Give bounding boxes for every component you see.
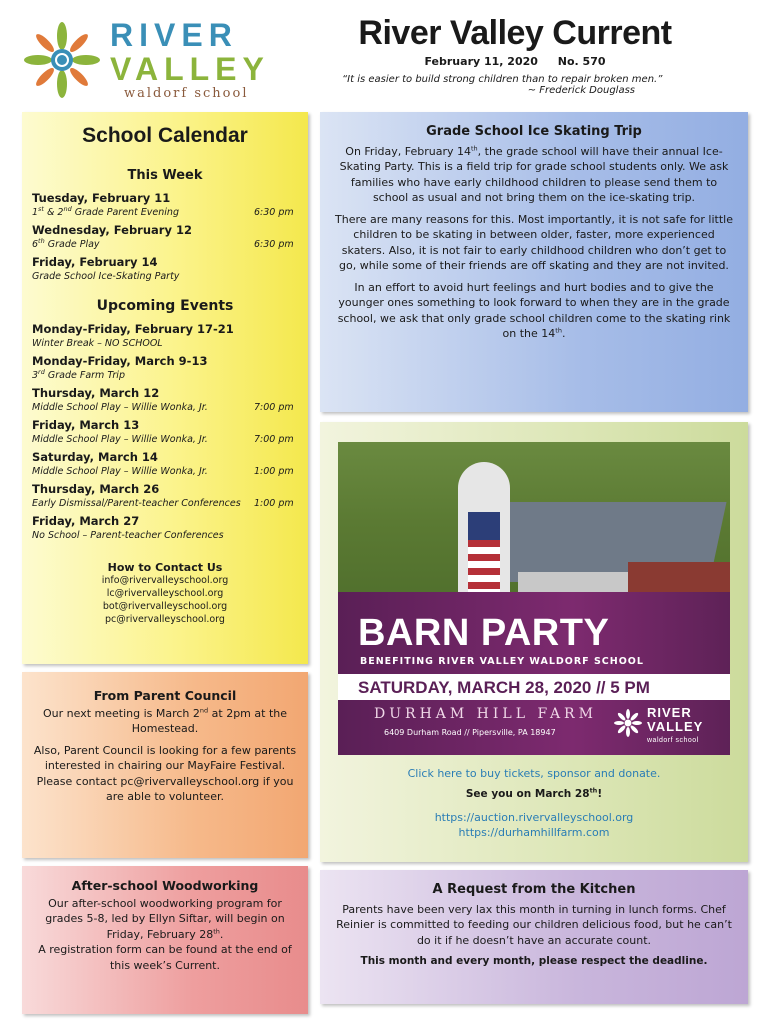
flyer-school-logo (613, 705, 723, 744)
buy-tickets-link[interactable]: Click here to buy tickets, sponsor and donate. (407, 767, 661, 780)
flyer-benefit: BENEFITING RIVER VALLEY WALDORF SCHOOL (360, 656, 644, 667)
logo-school-text: waldorf school (124, 86, 249, 101)
upcoming-event (32, 418, 298, 445)
event-time (254, 370, 298, 381)
kitchen-paragraph-1: Parents have been very lax this month in turning in lunch forms. Chef Reinier is committed to feeding our children delicious food, but he can’t do it if he doesn’t have an accurate count. (336, 902, 732, 947)
calendar-title: School Calendar (82, 124, 248, 147)
flyer-address: 6409 Durham Road // Pipersville, PA 18947 (384, 728, 556, 737)
upcoming-event (32, 450, 298, 477)
kitchen-title: A Request from the Kitchen (432, 882, 636, 897)
event-description: 6th Grade Play (32, 236, 100, 250)
flyer-logo-school: waldorf school (647, 737, 699, 744)
ice-skating-panel (320, 112, 748, 412)
event-date: Thursday, March 12 (32, 386, 160, 400)
event-time: 6:30 pm (254, 207, 294, 218)
parent-council-paragraph-1: Our next meeting is March 2nd at 2pm at the Homestead. (43, 705, 287, 735)
parent-council-title: From Parent Council (93, 688, 237, 703)
upcoming-events-heading: Upcoming Events (96, 298, 234, 314)
event-time (254, 271, 298, 282)
event-description: Middle School Play – Willie Wonka, Jr. (32, 402, 208, 413)
skating-paragraph-3: In an effort to avoid hurt feelings and hurt bodies and to give the younger ones something to look forward to when they are in the grade school, we ask that only grade school children come to the skating rink on the 14th. (337, 280, 731, 340)
this-week-list (32, 191, 298, 282)
flower-logo-icon (22, 20, 102, 100)
upcoming-event (32, 322, 298, 349)
woodworking-title: After-school Woodworking (71, 878, 259, 893)
event-date: Thursday, March 26 (32, 482, 160, 496)
event-detail-row (32, 530, 298, 541)
woodworking-panel (22, 866, 308, 1014)
event-detail-row (32, 498, 298, 509)
issue-number: No. 570 (557, 55, 606, 68)
barn-party-panel (320, 422, 748, 862)
upcoming-events-list (32, 322, 298, 541)
see-you-text: See you on March 28th! (465, 786, 603, 800)
parent-council-paragraph-2: Also, Parent Council is looking for a few parents interested in chairing our MayFaire Festival. Please contact pc@rivervalleyschool.org if you are able to volunteer. (33, 743, 297, 803)
issue-line (330, 55, 700, 68)
event-description: Middle School Play – Willie Wonka, Jr. (32, 434, 208, 445)
upcoming-event (32, 514, 298, 541)
event-description: Middle School Play – Willie Wonka, Jr. (32, 466, 208, 477)
event-detail-row (32, 338, 298, 349)
farm-url-link[interactable]: https://durhamhillfarm.com (458, 826, 610, 839)
logo-valley-text: VALLEY (110, 51, 270, 87)
event-description: Early Dismissal/Parent-teacher Conferences (32, 498, 241, 509)
masthead (330, 14, 700, 96)
contact-email[interactable]: lc@rivervalleyschool.org (106, 588, 224, 599)
event-date: Wednesday, February 12 (32, 223, 192, 237)
parent-council-panel (22, 672, 308, 858)
newsletter-title: River Valley Current (358, 14, 672, 52)
school-calendar-panel (22, 112, 308, 664)
event-detail-row (32, 466, 298, 477)
event-date: Monday-Friday, February 17-21 (32, 322, 234, 336)
event-detail-row (32, 434, 298, 445)
kitchen-request-panel (320, 870, 748, 1004)
flower-logo-icon (613, 708, 643, 738)
event-date: Friday, February 14 (32, 255, 158, 269)
upcoming-event (32, 354, 298, 381)
event-time: 1:00 pm (254, 466, 294, 477)
event-time: 7:00 pm (254, 434, 294, 445)
event-detail-row (32, 271, 298, 282)
quote: “It is easier to build strong children than to repair broken men.” (342, 74, 663, 85)
event-date: Monday-Friday, March 9-13 (32, 354, 208, 368)
event-description: No School – Parent-teacher Conferences (32, 530, 224, 541)
flyer-farm-name: DURHAM HILL FARM (374, 706, 597, 722)
barn-party-links (320, 767, 748, 840)
this-week-event (32, 191, 298, 218)
event-time (254, 338, 298, 349)
quote-author: ~ Frederick Douglass (527, 85, 635, 96)
event-description: Winter Break – NO SCHOOL (32, 338, 163, 349)
event-description: 3rd Grade Farm Trip (32, 367, 125, 381)
contact-email[interactable]: bot@rivervalleyschool.org (102, 601, 228, 612)
event-time: 1:00 pm (254, 498, 294, 509)
upcoming-event (32, 386, 298, 413)
flyer-headline: BARN PARTY (358, 612, 610, 654)
barn-party-flyer[interactable] (338, 442, 730, 755)
issue-date: February 11, 2020 (424, 55, 538, 68)
event-date: Friday, March 13 (32, 418, 140, 432)
event-detail-row (32, 367, 298, 381)
this-week-event (32, 223, 298, 250)
this-week-event (32, 255, 298, 282)
flyer-logo-river: RIVER (647, 705, 692, 720)
skating-paragraph-2: There are many reasons for this. Most importantly, it is not safe for little children to be skating in between older, faster, more experienced skaters. Also, it is not fair to early childhood children who don’t get to go, while some of their friends are off skating and they are not invited. (335, 212, 733, 272)
flag-canton (468, 512, 500, 540)
contact-email[interactable]: pc@rivervalleyschool.org (105, 614, 225, 625)
woodworking-paragraph-2: A registration form can be found at the end of this week’s Current. (38, 943, 292, 972)
skating-title: Grade School Ice Skating Trip (426, 124, 642, 139)
event-time: 6:30 pm (254, 239, 294, 250)
logo-river-text: RIVER (110, 17, 238, 53)
event-description: 1st & 2nd Grade Parent Evening (32, 204, 179, 218)
event-date: Tuesday, February 11 (32, 191, 171, 205)
kitchen-paragraph-2: This month and every month, please respect the deadline. (360, 955, 708, 967)
contact-list (32, 574, 298, 626)
upcoming-event (32, 482, 298, 509)
contact-email[interactable]: info@rivervalleyschool.org (101, 575, 229, 586)
woodworking-paragraph-1: Our after-school woodworking program for grades 5-8, led by Ellyn Siftar, will begin on Friday, February 28th. (45, 896, 285, 941)
skating-paragraph-1: On Friday, February 14th, the grade school will have their annual Ice-Skating Party. This is a field trip for grade school students only. We ask families who have early childhood children to please send them to school as usual and not bring them on the ice-skating trip. (339, 143, 729, 204)
flyer-date: SATURDAY, MARCH 28, 2020 // 5 PM (358, 678, 650, 697)
event-time (254, 530, 298, 541)
this-week-heading: This Week (127, 168, 203, 183)
auction-url-link[interactable]: https://auction.rivervalleyschool.org (434, 811, 634, 824)
flyer-logo-valley: VALLEY (647, 719, 704, 734)
event-time: 7:00 pm (254, 402, 294, 413)
contact-section (32, 561, 298, 626)
event-date: Saturday, March 14 (32, 450, 158, 464)
event-detail-row (32, 204, 298, 218)
event-date: Friday, March 27 (32, 514, 140, 528)
school-logo (22, 18, 272, 103)
contact-heading: How to Contact Us (107, 561, 223, 574)
event-detail-row (32, 402, 298, 413)
event-description: Grade School Ice-Skating Party (32, 271, 180, 282)
event-detail-row (32, 236, 298, 250)
